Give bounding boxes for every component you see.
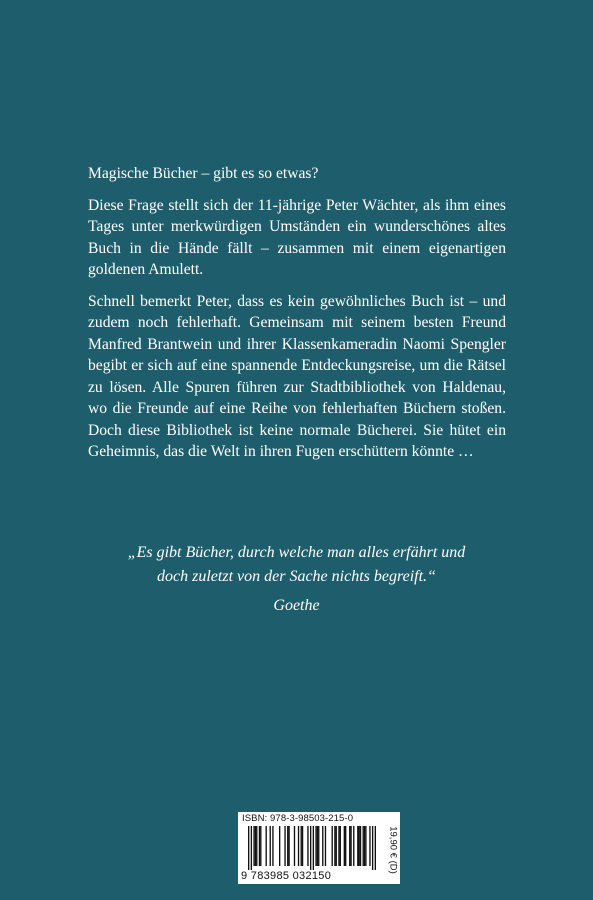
barcode-bar bbox=[256, 826, 257, 866]
barcode-bar bbox=[279, 826, 280, 866]
barcode-bar bbox=[266, 826, 267, 866]
barcode-bar bbox=[298, 826, 299, 866]
barcode-bar bbox=[340, 826, 341, 866]
barcode-bar bbox=[272, 826, 273, 866]
price-text: 19,90 € (D) bbox=[387, 826, 399, 874]
barcode-bar bbox=[301, 826, 302, 866]
barcode-bar bbox=[369, 826, 370, 866]
back-cover-blurb bbox=[88, 163, 506, 473]
isbn-text: ISBN: 978-3-98503-215-0 bbox=[242, 813, 354, 824]
price-label bbox=[386, 820, 400, 880]
barcode-bar bbox=[310, 826, 311, 870]
barcode-bar bbox=[253, 826, 254, 866]
quote-line-2: doch zuletzt von der Sache nichts begreift.“ bbox=[157, 568, 436, 585]
isbn-barcode-label bbox=[238, 812, 400, 884]
barcode-bar bbox=[302, 826, 303, 866]
barcode-bar bbox=[322, 826, 323, 866]
goethe-quote bbox=[60, 541, 533, 618]
barcode-bar bbox=[350, 826, 351, 866]
barcode-bar bbox=[284, 826, 285, 866]
barcode-bar bbox=[318, 826, 319, 866]
barcode-bar bbox=[334, 826, 335, 866]
barcode-bar bbox=[349, 826, 350, 866]
barcode-bar bbox=[364, 826, 365, 866]
barcode-bar bbox=[358, 826, 359, 866]
quote-author: Goethe bbox=[273, 597, 320, 614]
barcode-bar bbox=[344, 826, 345, 866]
barcode-bar bbox=[345, 826, 346, 866]
barcode-bar bbox=[357, 826, 358, 866]
barcode-bar bbox=[307, 826, 308, 866]
barcode-bar bbox=[353, 826, 354, 866]
barcode-bar bbox=[288, 826, 289, 866]
barcode-bar bbox=[317, 826, 318, 866]
blurb-intro: Magische Bücher – gibt es so etwas? bbox=[88, 165, 319, 182]
quote-line-1: „Es gibt Bücher, durch welche man alles erfährt und bbox=[127, 544, 466, 561]
barcode-bar bbox=[287, 826, 288, 866]
barcode-bar bbox=[294, 826, 295, 866]
barcode-bar bbox=[315, 826, 316, 866]
barcode-bar bbox=[363, 826, 364, 866]
barcode-bar bbox=[251, 826, 252, 870]
barcode-bar bbox=[270, 826, 271, 866]
barcode-bar bbox=[375, 826, 376, 870]
barcode-bar bbox=[260, 826, 261, 866]
blurb-paragraph-2: Schnell bemerkt Peter, dass es kein gewöhnliches Buch ist – und zudem noch fehlerhaft. Gemeinsam mit seinem besten Freund Manfred Brantwein und ihrer Klassenkameradin Naomi Spengler begibt er sich auf eine spannende Entdeckungsreise, um die Rätsel zu lösen. Alle Spuren führen zur Stadtbibliothek von Haldenau, wo die Freunde auf eine Reihe von fehlerhaften Büchern stoßen. Doch diese Bibliothek ist keine normale Bücherei. Sie hütet ein Geheimnis, das die Welt in ihren Fugen erschüttern könnte … bbox=[88, 292, 506, 460]
barcode-bar bbox=[325, 826, 326, 866]
barcode-bar bbox=[313, 826, 314, 870]
barcode-bar bbox=[360, 826, 361, 866]
barcode-bar bbox=[332, 826, 333, 866]
barcode-bar bbox=[255, 826, 256, 866]
blurb-paragraph-1: Diese Frage stellt sich der 11-jährige Peter Wächter, als ihm eines Tages unter merkwürdigen Umständen ein wunderschönes altes Buch in die Hände fällt – zusammen mit einem eigenartigen goldenen Amulett. bbox=[88, 196, 506, 278]
barcode-bar bbox=[338, 826, 339, 866]
barcode-bars bbox=[248, 826, 376, 870]
barcode-bar bbox=[259, 826, 260, 866]
barcode-digits: 9 783985 032150 bbox=[241, 870, 332, 882]
barcode-bar bbox=[336, 826, 337, 866]
barcode-bar bbox=[372, 826, 373, 870]
barcode-bar bbox=[365, 826, 366, 866]
barcode-bar bbox=[248, 826, 249, 870]
